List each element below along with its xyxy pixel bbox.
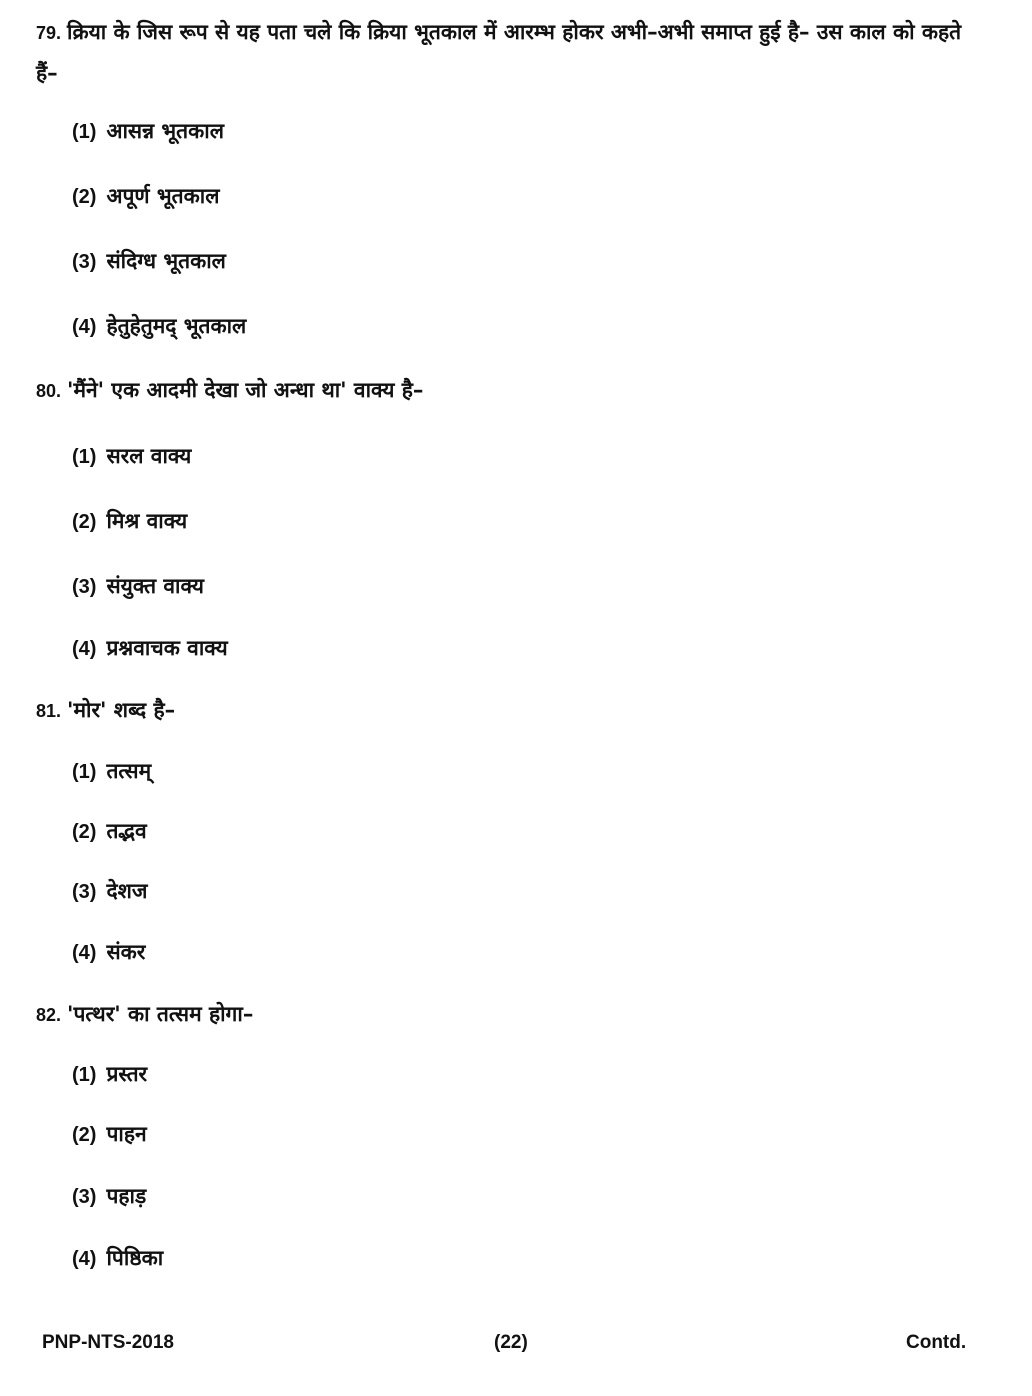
option-number: (2) (72, 821, 97, 843)
page-number: (22) (494, 1332, 528, 1353)
option-number: (1) (72, 761, 97, 783)
question-number: 79. (36, 23, 62, 43)
option-number: (1) (72, 1064, 97, 1086)
question-text: 'मैंने' एक आदमी देखा जो अन्धा था' वाक्य है– (67, 378, 424, 402)
option-number: (4) (72, 1248, 97, 1270)
option-81-2 (72, 816, 147, 847)
question-text: 'मोर' शब्द है– (67, 698, 176, 722)
option-number: (1) (72, 446, 97, 468)
option-79-4 (72, 311, 246, 342)
option-text: पाहन (106, 1122, 147, 1146)
option-79-2 (72, 181, 219, 212)
question-text: क्रिया के जिस रूप से यह पता चले कि क्रिया भूतकाल में आरम्भ होकर अभी–अभी समाप्त हुई है– उस काल को कहते हैं– (36, 20, 962, 85)
option-number: (1) (72, 121, 97, 143)
option-text: प्रस्तर (106, 1062, 148, 1086)
option-number: (4) (72, 942, 97, 964)
option-82-4 (72, 1243, 163, 1274)
option-text: हेतुहेतुमद् भूतकाल (106, 314, 247, 338)
option-80-3 (72, 571, 204, 602)
continued-label: Contd. (906, 1332, 967, 1353)
option-number: (3) (72, 251, 97, 273)
option-number: (2) (72, 186, 97, 208)
question-80 (36, 370, 976, 411)
option-number: (4) (72, 638, 97, 660)
option-number: (3) (72, 881, 97, 903)
option-80-2 (72, 506, 187, 537)
option-text: प्रश्नवाचक वाक्य (106, 636, 228, 660)
question-81 (36, 690, 976, 731)
option-text: पहाड़ (106, 1184, 147, 1208)
option-79-3 (72, 246, 226, 277)
option-80-1 (72, 441, 191, 472)
option-number: (2) (72, 1124, 97, 1146)
option-text: सरल वाक्य (106, 444, 192, 468)
option-text: संयुक्त वाक्य (106, 574, 204, 598)
option-82-1 (72, 1059, 147, 1090)
option-number: (2) (72, 511, 97, 533)
question-number: 80. (36, 381, 62, 401)
question-number: 81. (36, 701, 62, 721)
question-82 (36, 994, 976, 1035)
option-81-4 (72, 937, 145, 968)
option-text: पिष्ठिका (106, 1246, 164, 1270)
option-text: मिश्र वाक्य (106, 509, 188, 533)
option-82-2 (72, 1119, 147, 1150)
option-number: (3) (72, 1186, 97, 1208)
option-text: संदिग्ध भूतकाल (106, 249, 226, 273)
option-80-4 (72, 633, 228, 664)
option-text: तद्भव (106, 819, 147, 843)
question-number: 82. (36, 1005, 62, 1025)
option-text: देशज (106, 879, 148, 903)
question-text: 'पत्थर' का तत्सम होगा– (67, 1002, 254, 1026)
question-79 (36, 12, 976, 93)
option-number: (3) (72, 576, 97, 598)
option-text: संकर (106, 940, 146, 964)
option-81-1 (72, 756, 151, 787)
exam-code: PNP-NTS-2018 (42, 1332, 174, 1353)
option-text: अपूर्ण भूतकाल (106, 184, 220, 208)
option-text: आसन्न भूतकाल (106, 119, 224, 143)
option-82-3 (72, 1181, 146, 1212)
option-79-1 (72, 116, 224, 147)
option-text: तत्सम् (106, 759, 152, 783)
option-81-3 (72, 876, 147, 907)
option-number: (4) (72, 316, 97, 338)
